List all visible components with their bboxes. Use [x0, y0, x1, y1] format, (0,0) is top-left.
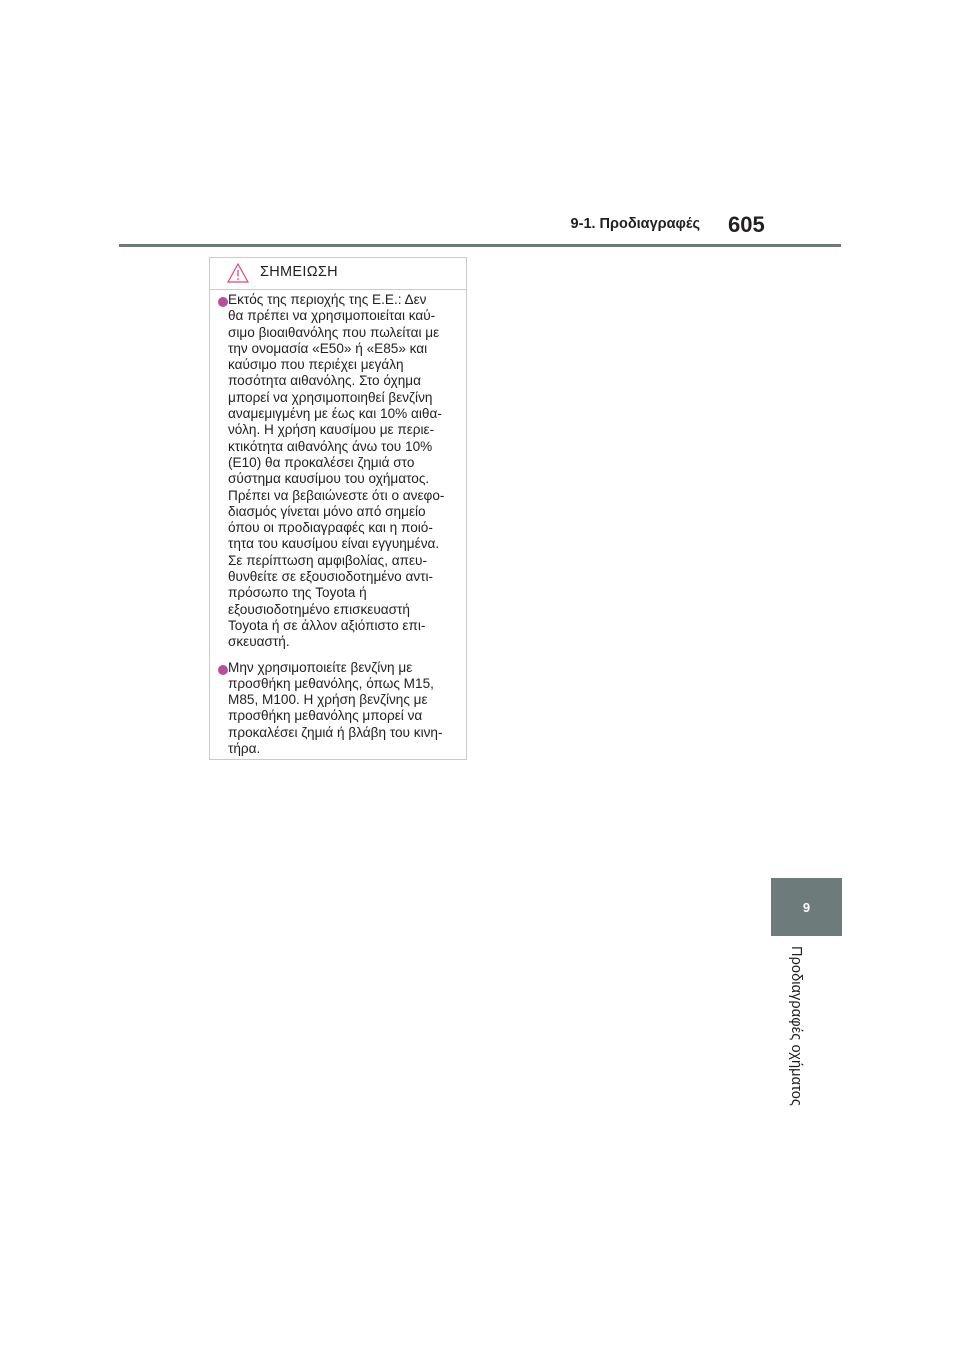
- notice-header: [210, 258, 466, 290]
- chapter-number: 9: [802, 899, 811, 915]
- chapter-tab: [771, 878, 842, 936]
- notice-item-fuel-methanol: [217, 660, 460, 758]
- notice-body: [210, 290, 466, 757]
- bullet-icon: [218, 297, 228, 307]
- notice-title: ΣΗΜΕΙΩΣΗ: [260, 264, 338, 280]
- header-rule: [119, 244, 841, 247]
- notice-item-text: Εκτός της περιοχής της Ε.Ε.: Δεν θα πρέπει να χρησιμοποιείται καύ- σιμο βιοαιθανόλης που πωλείται με την ονομασία «E50» ή «E85» και καύσιμο που περιέχει μεγάλη ποσότητα αιθανόλης. Στο όχημα μπορεί να χρησιμοποιηθεί βενζίνη αναμεμιγμένη με έως και 10% αιθα- νόλη. Η χρήση καυσίμου με περιε- κτικότητα αιθανόλης άνω του 10% (E10) θα προκαλέσει ζημιά στο σύστημα καυσίμου του οχήματος. Πρέπει να βεβαιώνεστε ότι ο ανεφο- διασμός γίνεται μόνο από σημείο όπου οι προδιαγραφές και η ποιό- τητα του καυσίμου είναι εγγυημένα. Σε περίπτωση αμφιβολίας, απευ- θυνθείτε σε εξουσιοδοτημένο αντι- πρόσωπο της Toyota ή εξουσιοδοτημένο επισκευαστή Toyota ή σε άλλον αξιόπιστο επι- σκευαστή.: [228, 292, 445, 650]
- notice-item-fuel-ethanol: [217, 292, 460, 651]
- section-title: 9-1. Προδιαγραφές: [570, 216, 700, 232]
- warning-triangle-icon: [227, 263, 249, 283]
- notice-item-text: Μην χρησιμοποιείτε βενζίνη με προσθήκη μεθανόλης, όπως M15, M85, M100. Η χρήση βενζίνης με προσθήκη μεθανόλης μπορεί να προκαλέσει ζημιά ή βλάβη του κινη- τήρα.: [228, 659, 443, 757]
- chapter-title: Προδιαγραφές οχήματος: [788, 946, 804, 1106]
- notice-box: [209, 257, 467, 760]
- bullet-icon: [218, 665, 228, 675]
- page-number: 605: [728, 212, 765, 237]
